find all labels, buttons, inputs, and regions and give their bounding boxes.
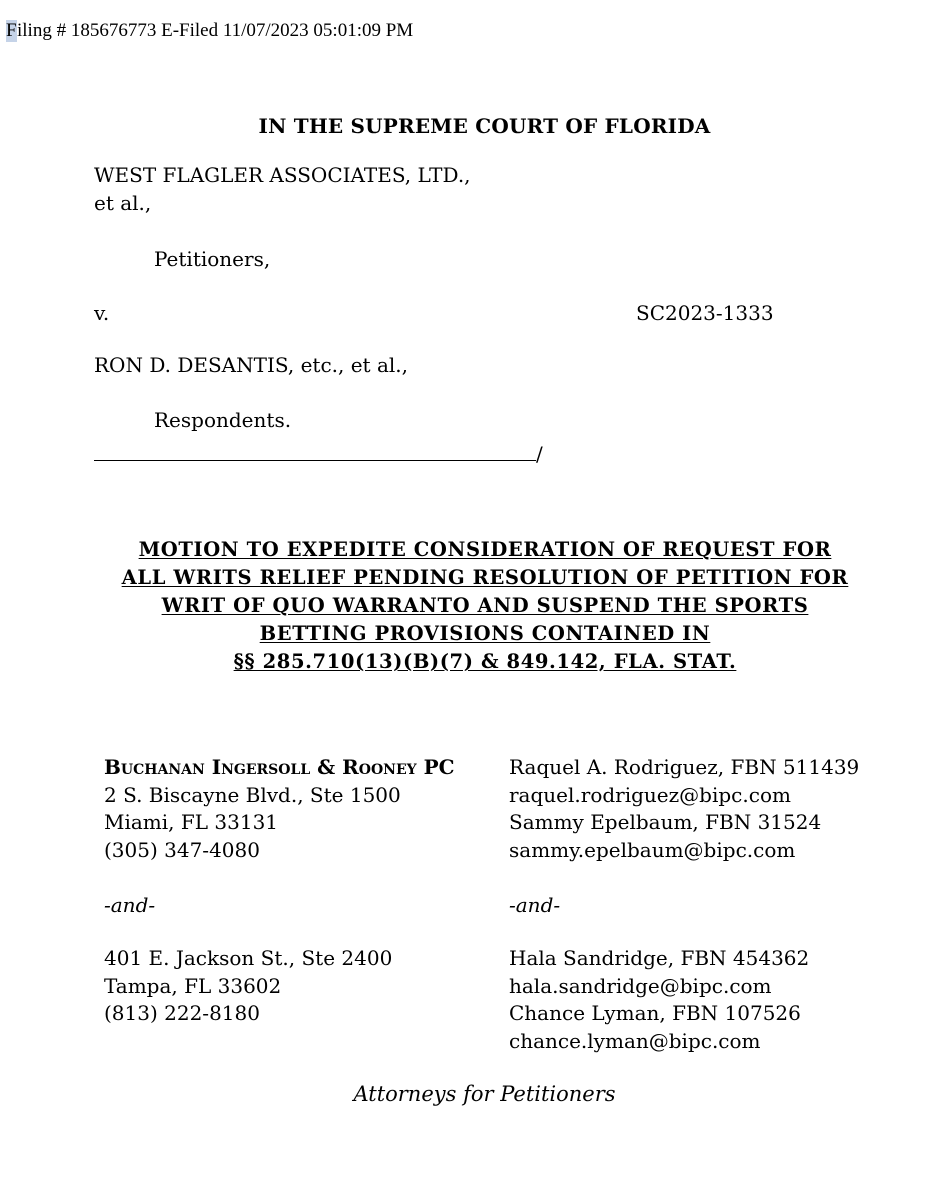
firm-name: Buchanan Ingersoll & Rooney PC <box>104 755 455 779</box>
motion-title-line: WRIT OF QUO WARRANTO AND SUSPEND THE SPORTS <box>161 594 809 617</box>
petitioner-etal: et al., <box>94 191 152 215</box>
attorneys-and-separator: -and- <box>509 893 561 917</box>
firm-city-line: Miami, FL 33131 <box>104 810 279 834</box>
text-cursor-highlight: F <box>6 20 17 41</box>
caption-rule <box>94 442 543 466</box>
firm-office-2 <box>104 945 392 1028</box>
firm-office-1 <box>104 754 455 864</box>
respondent-role: Respondents. <box>154 408 292 432</box>
case-number: SC2023-1333 <box>636 301 774 325</box>
filing-stamp-text: iling # 185676773 E-Filed 11/07/2023 05:01:09 PM <box>17 20 414 41</box>
attorney-email: chance.lyman@bipc.com <box>509 1028 761 1053</box>
respondent-name: RON D. DESANTIS, etc., et al., <box>94 353 408 377</box>
court-heading: IN THE SUPREME COURT OF FLORIDA <box>258 114 711 138</box>
firm-address-line: 401 E. Jackson St., Ste 2400 <box>104 946 393 970</box>
motion-title-line: BETTING PROVISIONS CONTAINED IN <box>259 622 711 645</box>
caption-underline <box>94 446 536 461</box>
petitioner-role: Petitioners, <box>154 247 271 271</box>
firm-and-separator: -and- <box>104 893 156 917</box>
attorney-group-1 <box>509 754 859 864</box>
filing-stamp <box>6 20 413 42</box>
attorney-email: sammy.epelbaum@bipc.com <box>509 837 796 862</box>
firm-city-line: Tampa, FL 33602 <box>104 973 282 998</box>
attorney-email: raquel.rodriguez@bipc.com <box>509 782 791 807</box>
firm-phone: (305) 347-4080 <box>104 837 260 862</box>
caption-slash: / <box>536 442 543 466</box>
motion-title-line: §§ 285.710(13)(B)(7) & 849.142, FLA. STAT. <box>233 650 737 673</box>
motion-title-line: ALL WRITS RELIEF PENDING RESOLUTION OF PETITION FOR <box>121 566 849 589</box>
firm-phone: (813) 222-8180 <box>104 1001 260 1025</box>
attorney-name: Chance Lyman, FBN 107526 <box>509 1001 801 1025</box>
firm-address-line: 2 S. Biscayne Blvd., Ste 1500 <box>104 782 401 807</box>
motion-title <box>80 536 890 676</box>
versus: v. <box>94 301 110 325</box>
attorney-email: hala.sandridge@bipc.com <box>509 973 772 998</box>
attorney-name: Hala Sandridge, FBN 454362 <box>509 946 810 970</box>
attorney-name: Raquel A. Rodriguez, FBN 511439 <box>509 755 860 779</box>
attorney-name: Sammy Epelbaum, FBN 31524 <box>509 810 822 834</box>
petitioner-name: WEST FLAGLER ASSOCIATES, LTD., <box>94 163 471 187</box>
motion-title-line: MOTION TO EXPEDITE CONSIDERATION OF REQUEST FOR <box>138 538 832 561</box>
attorney-group-2 <box>509 945 809 1055</box>
attorneys-for-petitioners: Attorneys for Petitioners <box>353 1082 616 1106</box>
